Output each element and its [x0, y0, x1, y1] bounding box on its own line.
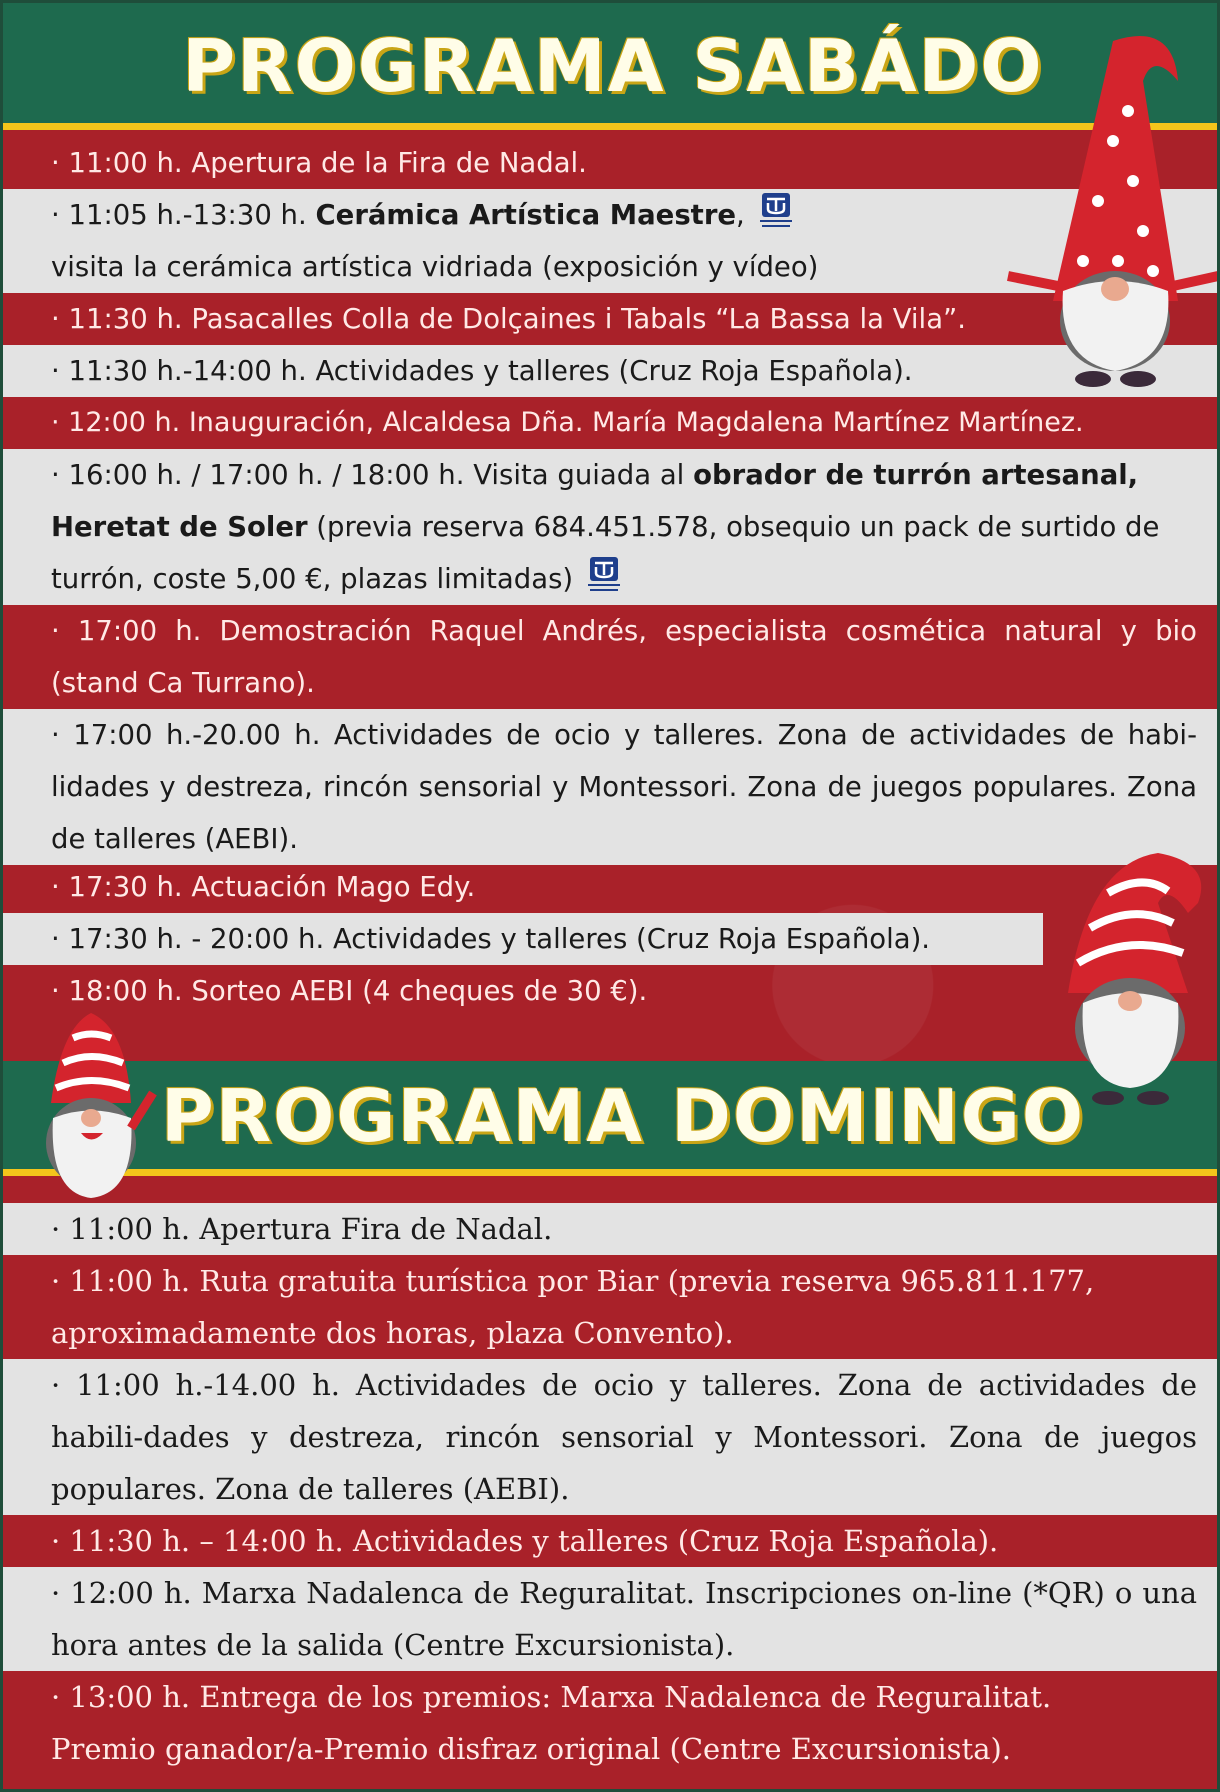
sunday-item-text: · 11:30 h. – 14:00 h. Actividades y talleres (Cruz Roja Española).: [51, 1524, 999, 1558]
saturday-item-text: · 17:00 h.-20.00 h. Actividades de ocio y talleres. Zona de actividades de habi-lidades y destreza, rincón sensorial y Montessori. Zona de juegos populares. Zona de talleres (AEBI).: [51, 719, 1197, 855]
saturday-item-text: [51, 449, 1197, 605]
item-highlight: Heretat de Soler: [51, 511, 308, 543]
sunday-item-text: · 11:00 h.-14.00 h. Actividades de ocio y talleres. Zona de actividades de habili-dades y destreza, rincón sensorial y Montessori. Zona de juegos populares. Zona de talleres (AEBI).: [51, 1368, 1197, 1506]
sunday-item-text: [51, 1671, 1197, 1775]
quality-badge-icon: [582, 553, 626, 605]
sunday-item-text: · 11:00 h. Apertura Fira de Nadal.: [51, 1212, 553, 1246]
gnome-heart-hat-icon: [1003, 21, 1220, 391]
saturday-item: [3, 605, 1220, 709]
sunday-item-text: · 11:00 h. Ruta gratuita turística por Biar (previa reserva 965.811.177, aproximadamente dos horas, plaza Convento).: [51, 1264, 1095, 1350]
saturday-item: [3, 397, 1220, 449]
sunday-item: [3, 1567, 1220, 1671]
sunday-item: [3, 1203, 1220, 1255]
sunday-item: [3, 1359, 1220, 1515]
item-line: Premio ganador/a-Premio disfraz original (Centre Excursionista).: [51, 1732, 1012, 1766]
quality-badge-icon: [754, 189, 798, 241]
saturday-item-text: · 11:00 h. Apertura de la Fira de Nadal.: [51, 147, 587, 179]
item-time: · 11:05 h.-13:30 h.: [51, 199, 316, 231]
sunday-title: PROGRAMA DOMINGO: [160, 1074, 1086, 1158]
saturday-item: [3, 709, 1220, 865]
saturday-item: [3, 913, 1043, 965]
item-time: · 16:00 h. / 17:00 h. / 18:00 h. Visita guiada al: [51, 459, 694, 491]
sunday-item: [3, 1255, 1220, 1359]
gnome-waving-icon: [31, 1008, 161, 1208]
saturday-item-text: · 11:30 h.-14:00 h. Actividades y talleres (Cruz Roja Española).: [51, 355, 913, 387]
item-punct: ,: [736, 199, 745, 231]
item-highlight: obrador de turrón artesanal,: [693, 459, 1139, 491]
saturday-item-text: · 17:00 h. Demostración Raquel Andrés, especialista cosmética natural y bio (stand Ca Turrano).: [51, 615, 1197, 699]
sunday-item: [3, 1515, 1220, 1567]
saturday-item: [3, 965, 1220, 1017]
saturday-item-text: · 18:00 h. Sorteo AEBI (4 cheques de 30 €).: [51, 975, 648, 1007]
saturday-item-text: · 17:30 h. Actuación Mago Edy.: [51, 871, 476, 903]
saturday-item-text: · 17:30 h. - 20:00 h. Actividades y talleres (Cruz Roja Española).: [51, 923, 931, 955]
gnome-striped-hat-icon: [1048, 843, 1220, 1113]
saturday-item: [3, 861, 1220, 913]
saturday-title: PROGRAMA SABÁDO: [182, 24, 1044, 108]
item-highlight: Cerámica Artística Maestre: [315, 199, 737, 231]
item-line: · 13:00 h. Entrega de los premios: Marxa Nadalenca de Reguralitat.: [51, 1680, 1052, 1714]
saturday-item: [3, 449, 1220, 605]
item-description: (previa reserva 684.451.578, obsequio un pack de surtido de: [307, 511, 1160, 543]
sunday-item: [3, 1671, 1220, 1775]
sunday-item-text: · 12:00 h. Marxa Nadalenca de Reguralitat. Inscripciones on-line (*QR) o una hora antes de la salida (Centre Excursionista).: [51, 1576, 1197, 1662]
saturday-item-text: · 11:30 h. Pasacalles Colla de Dolçaines i Tabals “La Bassa la Vila”.: [51, 303, 967, 335]
item-description: turrón, coste 5,00 €, plazas limitadas): [51, 563, 574, 595]
item-description: visita la cerámica artística vidriada (exposición y vídeo): [51, 251, 819, 283]
saturday-item-text: · 12:00 h. Inauguración, Alcaldesa Dña. María Magdalena Martínez Martínez.: [51, 407, 1084, 438]
